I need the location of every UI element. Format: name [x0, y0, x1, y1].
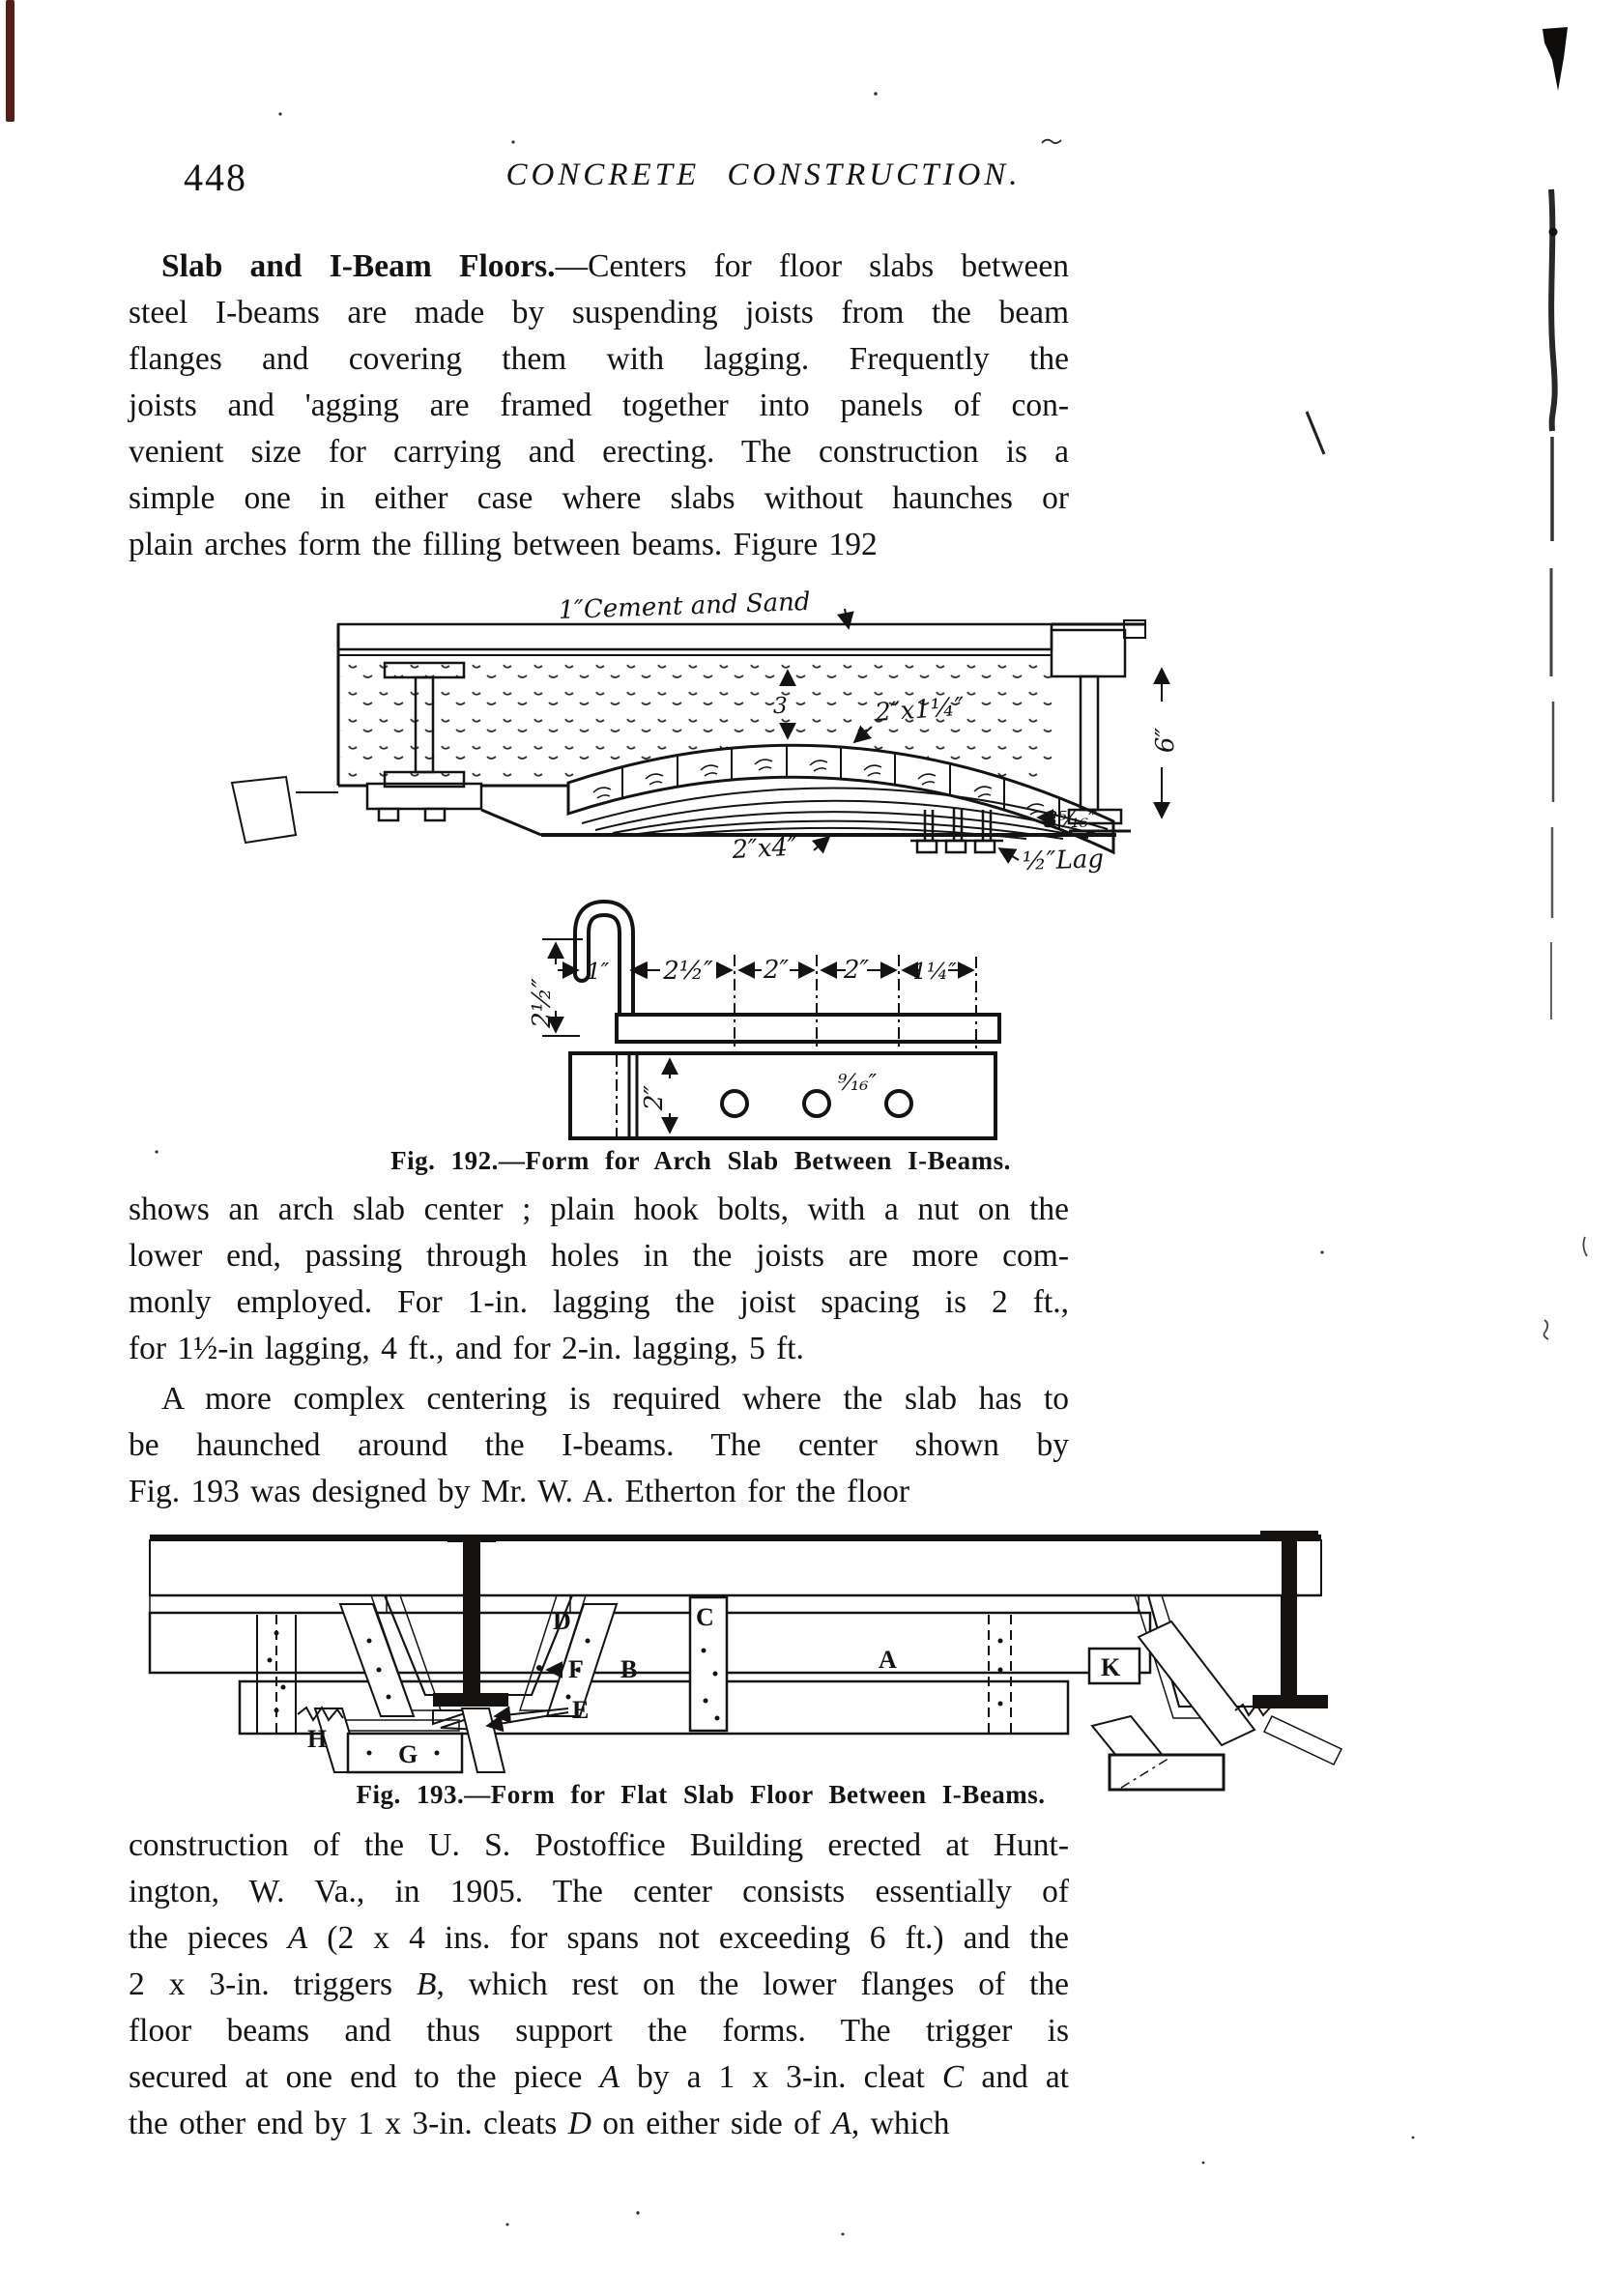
- stray-backslash-mark: [1307, 412, 1324, 454]
- right-ibeam-flange: [1253, 1695, 1328, 1708]
- dim-bar-width: 2″: [640, 1084, 669, 1111]
- text-segment: C: [941, 2059, 965, 2095]
- label-slab-depth: 6″: [1151, 727, 1180, 754]
- text-line: [129, 522, 1069, 568]
- left-wedge-block: [232, 777, 296, 843]
- text-segment: A: [599, 2059, 620, 2095]
- text-segment: (2 x 4 ins. for spans not exceeding 6 ft.) and the: [307, 1920, 1069, 1956]
- text-line: [129, 1962, 1069, 2008]
- margin-squiggle: [1544, 1320, 1548, 1339]
- label-A: A: [879, 1646, 897, 1674]
- text-segment: D: [567, 2106, 591, 2141]
- text-segment: for 1½-in lagging, 4 ft., and for 2-in. lagging, 5 ft.: [129, 1331, 804, 1366]
- text-segment: plain arches form the filling between beams. Figure 192: [129, 527, 878, 562]
- label-cement-sand: 1″Cement and Sand: [558, 587, 811, 625]
- text-line: [129, 1469, 1069, 1515]
- label-arch-rise: 3: [773, 694, 788, 719]
- text-line: [129, 2054, 1069, 2101]
- text-segment: and at: [964, 2059, 1069, 2095]
- center-ibeam-flange: [433, 1693, 508, 1707]
- bolt-hole: [722, 1091, 747, 1116]
- text-line: [129, 475, 1069, 522]
- margin-squiggle: [1583, 1237, 1587, 1256]
- text-line: [129, 1422, 1069, 1469]
- dim-hook-height: 2½″: [528, 978, 557, 1028]
- diagonal-brace: [1139, 1622, 1255, 1745]
- text-segment: , which: [851, 2106, 950, 2141]
- dim-spacing-2: 2″: [763, 956, 790, 985]
- text-segment: monly employed. For 1-in. lagging the joist spacing is 2 ft.,: [129, 1284, 1069, 1320]
- label-B: B: [620, 1655, 638, 1683]
- label-K: K: [1101, 1653, 1121, 1681]
- label-lagging-size: 2″x1¼″: [874, 692, 966, 728]
- label-E: E: [572, 1696, 590, 1724]
- text-segment: by a 1 x 3-in. cleat: [619, 2059, 942, 2095]
- text-segment: B: [417, 1966, 437, 2002]
- dim-hole-diameter: ⁹⁄₁₆″: [838, 1071, 878, 1096]
- text-segment: A more complex centering is required where the slab has to: [161, 1381, 1069, 1417]
- paragraph-complex-centering: [129, 1376, 1069, 1515]
- text-segment: construction of the U. S. Postoffice Building erected at Hunt-: [129, 1827, 1069, 1863]
- label-flange-width: 3⁵⁄₁₆″: [1044, 808, 1097, 833]
- text-line: [129, 290, 1069, 336]
- joist-side-view: [570, 1053, 995, 1138]
- paragraph-arch-slab-center: [129, 1187, 1069, 1372]
- label-C: C: [696, 1603, 714, 1631]
- text-segment: Slab and I-Beam Floors.: [161, 248, 556, 284]
- text-line: [129, 429, 1069, 475]
- figure-193-caption: Fig. 193.—Form for Flat Slab Floor Between I-Beams.: [356, 1780, 1046, 1809]
- paragraph-postoffice: [129, 1822, 1069, 2147]
- hook-bolt-bar: [617, 1015, 999, 1042]
- text-line: [129, 383, 1069, 429]
- text-line: [129, 1279, 1069, 1326]
- concrete-slab: [150, 1540, 1321, 1595]
- label-lag-thickness: ½″Lag: [1022, 845, 1105, 876]
- text-line: [129, 1869, 1069, 1915]
- label-F: F: [568, 1655, 584, 1683]
- text-segment: steel I-beams are made by suspending joists from the beam: [129, 295, 1069, 330]
- text-segment: be haunched around the I-beams. The center shown by: [129, 1427, 1069, 1463]
- ink-wedge-mark: [1543, 27, 1568, 91]
- bolt-hole: [804, 1091, 829, 1116]
- stray-mark: [1042, 140, 1061, 143]
- text-line: [129, 1822, 1069, 1869]
- label-G: G: [398, 1740, 418, 1768]
- text-segment: A: [287, 1920, 308, 1956]
- text-segment: 2 x 3-in. triggers: [129, 1966, 417, 2002]
- text-segment: —Centers for floor slabs between: [555, 248, 1069, 284]
- text-segment: floor beams and thus support the forms. The trigger is: [129, 2013, 1069, 2049]
- text-line: [129, 1233, 1069, 1279]
- text-segment: the other end by 1 x 3-in. cleats: [129, 2106, 568, 2141]
- dim-spacing-1: 2½″: [663, 957, 713, 986]
- text-segment: the pieces: [129, 1920, 288, 1956]
- fig192-hook-bolt-detail: [528, 908, 999, 1138]
- text-line: [129, 1187, 1069, 1233]
- text-segment: A: [831, 2106, 851, 2141]
- cement-finish-band: [338, 624, 1052, 649]
- figure-193-drawing: [126, 1525, 1363, 1815]
- text-segment: shows an arch slab center ; plain hook bolts, with a nut on the: [129, 1191, 1069, 1227]
- text-segment: simple one in either case where slabs without haunches or: [129, 480, 1069, 516]
- dim-spacing-3: 2″: [843, 956, 870, 985]
- bolt-hole: [886, 1091, 911, 1116]
- dim-hook-width: 1″: [587, 960, 610, 985]
- running-header: CONCRETE CONSTRUCTION.: [505, 158, 1022, 192]
- text-segment: Fig. 193 was designed by Mr. W. A. Etherton for the floor: [129, 1474, 910, 1509]
- text-line: [129, 1326, 1069, 1372]
- gutter-red-mark: [6, 0, 14, 122]
- text-segment: on either side of: [591, 2106, 832, 2141]
- text-line: [129, 336, 1069, 383]
- text-segment: , which rest on the lower flanges of the: [436, 1966, 1069, 2002]
- text-segment: flanges and covering them with lagging. Frequently the: [129, 341, 1069, 377]
- binding-gutter-line: [1549, 189, 1558, 1019]
- label-H: H: [307, 1725, 328, 1753]
- fig192-arch-section: [232, 588, 1180, 876]
- text-segment: venient size for carrying and erecting. The construction is a: [129, 434, 1069, 470]
- text-line: [129, 1915, 1069, 1962]
- text-segment: lower end, passing through holes in the joists are more com-: [129, 1238, 1069, 1274]
- dim-spacing-4: 1¼″: [912, 960, 957, 985]
- right-ibeam-web: [1282, 1533, 1297, 1705]
- figure-192-drawing: [217, 578, 1203, 1143]
- center-ibeam-web: [463, 1538, 480, 1701]
- text-line: [129, 2101, 1069, 2147]
- paragraph-slab-and-ibeam: [129, 244, 1069, 568]
- text-segment: secured at one end to the piece: [129, 2059, 600, 2095]
- text-line: [129, 1376, 1069, 1422]
- text-line: [129, 244, 1069, 290]
- text-line: [129, 2008, 1069, 2054]
- page-number: 448: [184, 156, 247, 199]
- figure-192-caption: Fig. 192.—Form for Arch Slab Between I-Beams.: [390, 1146, 1011, 1175]
- label-D: D: [553, 1607, 571, 1635]
- label-joist-size: 2″x4″: [731, 832, 798, 865]
- text-segment: joists and 'agging are framed together into panels of con-: [129, 387, 1069, 423]
- text-segment: ington, W. Va., in 1905. The center consists essentially of: [129, 1874, 1069, 1909]
- lagging-strip: [570, 1595, 1139, 1613]
- trigger-plank-B: [240, 1681, 1068, 1734]
